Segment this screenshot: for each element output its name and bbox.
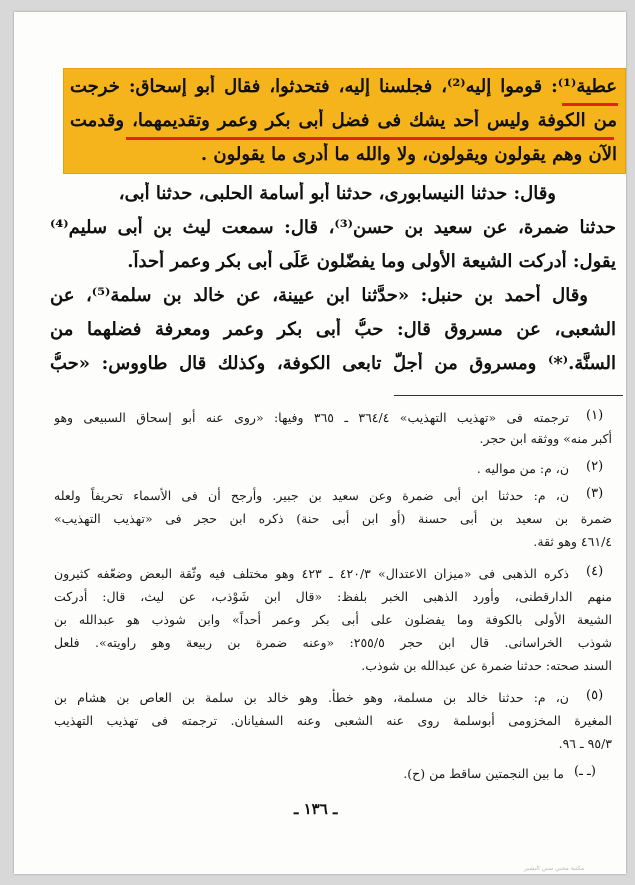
footnote-number: (٥): [586, 688, 604, 703]
footnote-number: (ـ ـ): [574, 764, 596, 779]
footnote-line: منهم الدارقطنى، وأورد الذهبى الخبر بلفظ: «قال ابن شَوْذب، عن ليث، قال: أدركت: [54, 589, 612, 604]
footnote-line: ن، م: حدثنا خالد بن مسلمة، وهو خطأ. وهو خالد بن سلمة بن العاص بن هشام بن: [54, 690, 569, 705]
footnote-line: ٤٦١/٤ وهو ثقة.: [533, 534, 612, 549]
footnote-number: (٣): [586, 486, 604, 501]
footnote-line: ضمرة بن سعيد بن أبى حسنة (أو ابن أبى حنة) ذكره ابن حجر فى «تهذيب التهذيب»: [54, 511, 612, 526]
body-line-4: وقال أحمد بن حنبل: «حدَّثنا ابن عيينة، عن خالد بن سلمة⁽⁵⁾، عن: [50, 285, 588, 306]
footnote-line: ٩٥/٣ ـ ٩٦.: [558, 736, 612, 751]
footnote-line: شوذب الخراسانى. قال ابن حجر ٢٥٥/٥: «وعنه ضمرة بن ربيعة وهو راويته». فلعل: [54, 635, 612, 650]
footnote-number: (٤): [586, 564, 604, 579]
footnote-number: (٢): [586, 459, 604, 474]
red-underline: [126, 137, 614, 140]
footnote-line: ما بين النجمتين ساقط من (ح).: [403, 766, 564, 781]
footnote-line: ن، م: من مواليه .: [476, 461, 569, 476]
footnote-number: (١): [586, 408, 604, 423]
highlight-line-1: عطية⁽¹⁾: قوموا إليه⁽²⁾، فجلسنا إليه، فتحدثوا، فقال أبو إسحاق: خرجت: [70, 76, 617, 97]
document-page: [14, 12, 626, 874]
footnote-separator: [394, 395, 623, 396]
footnote-line: ن، م: حدثنا ابن أبى ضمرة وعن سعيد بن جبير. وأرجح أن فى الأسماء تحريفاً ولعله: [54, 488, 569, 503]
body-line-1: وقال: حدثنا النيسابورى، حدثنا أبو أسامة الحلبى، حدثنا أبى،: [118, 183, 556, 204]
footnote-line: المغيرة المخزومى أبوسلمة روى عنه الشعبى وعنه السفيانان. ترجمته فى تهذيب التهذيب: [54, 713, 612, 728]
footnote-line: ترجمته فى «تهذيب التهذيب» ٣٦٤/٤ ـ ٣٦٥ وفيها: «روى عنه أبو إسحاق السبيعى وهو: [54, 410, 569, 425]
highlight-line-2: من الكوفة وليس أحد يشك فى فضل أبى بكر وعمر وتقديمهما، وقدمت: [70, 110, 617, 131]
red-underline: [562, 103, 618, 106]
watermark: مكتبة محبي سنن البشير: [524, 865, 585, 872]
body-line-6: السنَّة.⁽*⁾ ومسروق من أجلّ تابعى الكوفة، وكذلك قال طاووس: «حبُّ: [50, 353, 616, 374]
footnote-line: أكبر منه» ووثقه ابن حجر.: [479, 431, 612, 446]
footnote-line: الشيعة الأولى بالكوفة وما يفضلون على أبى بكر وعمر أحداً» وابن شوذب هو عبدالله بن: [54, 612, 612, 627]
body-line-2: حدثنا ضمرة، عن سعيد بن حسن⁽³⁾، قال: سمعت ليث بن أبى سليم⁽⁴⁾: [50, 217, 616, 238]
page-number: ـ ١٣٦ ـ: [294, 800, 338, 818]
body-line-5: الشعبى، عن مسروق قال: حبُّ أبى بكر وعمر ومعرفة فضلهما من: [50, 319, 616, 340]
body-line-3: يقول: أدركت الشيعة الأولى وما يفضّلون عَلَى أبى بكر وعمر أحداً.: [127, 251, 616, 272]
footnote-line: ذكره الذهبى فى «ميزان الاعتدال» ٤٢٠/٣ ـ ٤٢٣ وهو مختلف فيه وثّقة البعض وضعّفه كثيرون: [54, 566, 569, 581]
footnote-line: السند صحته: حدثنا ضمرة عن عبدالله بن شوذب.: [361, 658, 612, 673]
highlight-line-3: الآن وهم يقولون ويقولون، ولا والله ما أدرى ما يقولون .: [200, 144, 617, 165]
